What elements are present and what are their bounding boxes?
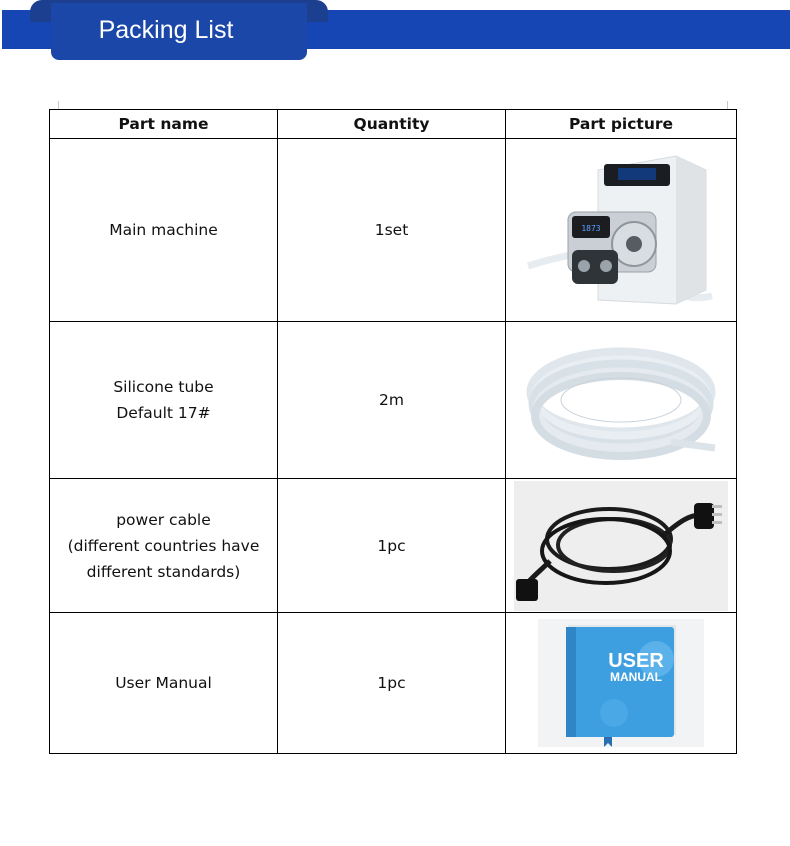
- part-name-line: power cable: [116, 510, 211, 529]
- part-picture-cell: [506, 139, 737, 322]
- table-row: [50, 322, 737, 479]
- table-row: [50, 613, 737, 754]
- part-name-line: different standards): [86, 562, 241, 581]
- part-picture-cell: [506, 613, 737, 754]
- user-manual-book-image: [538, 619, 704, 747]
- power-cable-image: [514, 481, 728, 611]
- silicone-tube-coil-image: [521, 330, 721, 470]
- ruler-tick-right: [727, 101, 728, 109]
- table-row: [50, 479, 737, 613]
- part-name-line: Silicone tube: [113, 378, 214, 396]
- quantity-cell: 1pc: [278, 479, 506, 613]
- part-name-line: (different countries have: [67, 536, 260, 555]
- part-name-cell: [50, 479, 278, 613]
- part-name-cell: [50, 613, 278, 754]
- part-name-cell: [50, 322, 278, 479]
- part-name-line: Main machine: [109, 221, 218, 239]
- table-row: [50, 139, 737, 322]
- packing-list-table: [49, 109, 737, 754]
- quantity-cell: 2m: [278, 322, 506, 479]
- part-name-line: Default 17#: [116, 404, 211, 422]
- table-header-row: [50, 110, 737, 139]
- peristaltic-pump-image: [526, 150, 716, 310]
- quantity-cell: 1set: [278, 139, 506, 322]
- part-name-line: User Manual: [115, 674, 212, 692]
- part-picture-cell: [506, 322, 737, 479]
- pump-screen-label: 1873: [581, 224, 601, 233]
- column-header-part-name: Part name: [50, 110, 278, 139]
- manual-title-line1: USER: [608, 650, 664, 672]
- part-name-cell: [50, 139, 278, 322]
- column-header-quantity: Quantity: [278, 110, 506, 139]
- part-picture-cell: [506, 479, 737, 613]
- manual-title-line2: MANUAL: [610, 670, 662, 684]
- quantity-cell: 1pc: [278, 613, 506, 754]
- ruler-tick-left: [58, 101, 59, 109]
- column-header-part-picture: Part picture: [506, 110, 737, 139]
- page-title: Packing List: [98, 16, 234, 44]
